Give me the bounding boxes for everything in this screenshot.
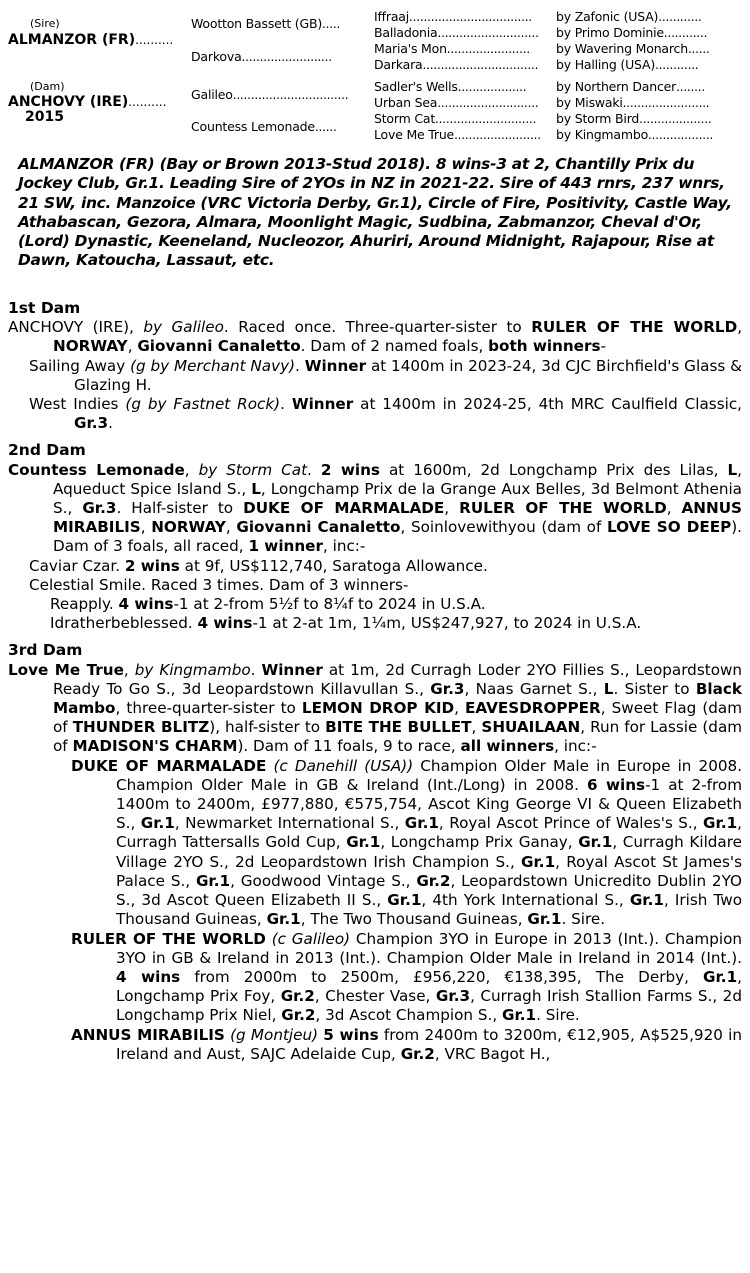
- dam-name: ANCHOVY (IRE): [8, 95, 129, 110]
- horse-name: Galileo: [191, 87, 233, 102]
- text-run: 4 wins: [116, 967, 181, 986]
- horse-name: Countess Lemonade: [191, 119, 315, 134]
- gen3-entry: [374, 41, 544, 57]
- gen3-entry: [374, 79, 544, 95]
- horse-name: by Kingmambo: [556, 127, 649, 142]
- sire-name: ALMANZOR (FR): [8, 33, 136, 48]
- text-run: from 2400m to 3200m, €12,905, A$525,920 in Ireland and Aust, SAJC Adelaide Cup,: [116, 1025, 743, 1063]
- text-run: .: [250, 660, 262, 679]
- foal-entry: [8, 357, 742, 395]
- text-run: , Curragh Tattersalls Gold Cup,: [116, 814, 742, 852]
- gen4-entry: [556, 41, 741, 57]
- pedigree-table: [0, 0, 750, 150]
- text-run: ,: [123, 660, 135, 679]
- text-run: at 1400m in 2024-25, 4th MRC Caulfield Classic,: [353, 395, 743, 414]
- text-run: Gr.1: [502, 1006, 537, 1025]
- leader-dots: ................................: [422, 58, 539, 72]
- foal-entry: [8, 930, 742, 1026]
- text-run: Giovanni Canaletto: [137, 337, 301, 356]
- text-run: ). Dam of 3 foals, all raced,: [53, 518, 743, 556]
- text-run: 6 wins: [586, 775, 646, 794]
- horse-name: by Wavering Monarch: [556, 41, 688, 56]
- foal-entry: [8, 576, 742, 595]
- text-run: 1 winner: [248, 537, 323, 556]
- text-run: Countess Lemonade: [8, 460, 185, 479]
- text-run: at 9f, US$112,740, Saratoga Allowance.: [179, 556, 488, 575]
- text-run: Gr.1: [387, 891, 422, 910]
- foal-entry: [8, 1026, 742, 1064]
- text-run: RULER OF THE WORLD: [459, 499, 667, 518]
- gen2-entry: [191, 49, 332, 65]
- text-run: ,: [444, 499, 460, 518]
- sire-label: (Sire): [30, 17, 60, 30]
- text-run: by Galileo: [143, 318, 224, 337]
- text-run: ). Dam of 11 foals, 9 to race,: [237, 737, 461, 756]
- text-run: SHUAILAAN: [481, 718, 581, 737]
- second-dam-section: [8, 441, 742, 633]
- text-run: ,: [454, 699, 466, 718]
- gen2-entry: [191, 119, 337, 135]
- horse-name: Balladonia: [374, 25, 438, 40]
- dam-entry: [8, 95, 166, 110]
- text-run: 2 wins: [124, 556, 180, 575]
- text-run: both winners: [488, 337, 601, 356]
- text-run: 2 wins: [320, 460, 380, 479]
- leader-dots: ...................: [457, 80, 527, 94]
- text-run: .: [295, 356, 305, 375]
- text-run: Winner: [304, 356, 367, 375]
- leader-dots: ............................: [437, 96, 539, 110]
- text-run: . Sister to: [613, 679, 696, 698]
- text-run: .: [108, 414, 113, 433]
- text-run: , Soinlovewithyou (dam of: [400, 518, 607, 537]
- leader-dots: .........................: [241, 50, 332, 64]
- text-run: at 1400m in 2023-24, 3d CJC Birchfield's Glass & Glazing H.: [74, 356, 743, 394]
- text-run: , Naas Garnet S.,: [464, 679, 604, 698]
- leader-dots: ............: [663, 26, 708, 40]
- text-run: . Raced once. Three-quarter-sister to: [223, 318, 532, 337]
- horse-name: Storm Cat: [374, 111, 436, 126]
- text-run: by Kingmambo: [134, 660, 251, 679]
- text-run: Gr.1: [578, 833, 613, 852]
- text-run: , Leopardstown Unicredito Dublin 2YO S., 3d Ascot Queen Elizabeth II S.,: [116, 871, 742, 910]
- horse-name: Darkara: [374, 57, 423, 72]
- text-run: (c Galileo): [271, 929, 351, 948]
- horse-name: by Halling (USA): [556, 57, 656, 72]
- horse-name: by Miswaki: [556, 95, 623, 110]
- text-run: at 1600m, 2d Longchamp Prix des Lilas,: [379, 460, 728, 479]
- text-run: NORWAY: [53, 337, 128, 356]
- text-run: Reapply.: [50, 595, 119, 614]
- horse-name: Sadler's Wells: [374, 79, 458, 94]
- text-run: , Newmarket International S.,: [174, 814, 405, 833]
- text-run: Gr.1: [266, 910, 301, 929]
- gen4-entry: [556, 95, 741, 111]
- text-run: , Chester Vase,: [314, 987, 436, 1006]
- gen2-entry: [191, 16, 340, 32]
- foal-entry: [8, 557, 742, 576]
- leader-dots: ........................: [622, 96, 710, 110]
- gen4-entry: [556, 111, 741, 127]
- second-dam-heading: 2nd Dam: [8, 441, 86, 460]
- horse-name: by Storm Bird: [556, 111, 640, 126]
- text-run: all winners: [460, 737, 555, 756]
- text-run: ,: [471, 718, 482, 737]
- horse-name: Maria's Mon: [374, 41, 447, 56]
- foal-entry: [8, 395, 742, 433]
- gen2-entry: [191, 87, 348, 103]
- text-run: Black Mambo: [53, 679, 742, 718]
- horse-name: Urban Sea: [374, 95, 438, 110]
- horse-name: Wootton Bassett (GB): [191, 16, 323, 31]
- text-run: .: [307, 460, 321, 479]
- leader-dots: ........................: [454, 128, 541, 142]
- text-run: , Longchamp Prix Foy,: [116, 967, 742, 1006]
- text-run: .: [280, 395, 292, 414]
- text-run: , Longchamp Prix de la Grange Aux Belles, 3d Belmont Athenia S.,: [53, 479, 742, 518]
- text-run: , Royal Ascot Prince of Wales's S.,: [438, 814, 704, 833]
- text-run: Gr.1: [521, 852, 556, 871]
- gen4-entry: [556, 57, 741, 73]
- gen4-entry: [556, 25, 741, 41]
- text-run: 4 wins: [197, 614, 253, 633]
- text-run: , Curragh Irish Stallion Farms S., 2d Longchamp Prix Niel,: [116, 987, 742, 1025]
- text-run: Gr.3: [430, 679, 465, 698]
- text-run: NORWAY: [151, 518, 226, 537]
- third-dam-entry: [8, 661, 742, 757]
- text-run: (c Danehill (USA)): [273, 756, 414, 775]
- text-run: Sailing Away: [29, 356, 131, 375]
- text-run: Caviar Czar.: [29, 556, 125, 575]
- text-run: . Sire.: [536, 1006, 580, 1025]
- text-run: , three-quarter-sister to: [115, 699, 302, 718]
- second-dam-entry: [8, 461, 742, 557]
- leader-dots: ................................: [232, 88, 349, 102]
- text-run: . Half-sister to: [116, 499, 244, 518]
- text-run: Gr.1: [703, 814, 738, 833]
- text-run: L: [727, 460, 738, 479]
- text-run: Gr.1: [195, 871, 231, 890]
- leader-dots: ............................: [437, 26, 539, 40]
- gen4-entry: [556, 79, 741, 95]
- text-run: L: [251, 479, 261, 498]
- leader-dots: ....................: [639, 112, 712, 126]
- text-run: ANCHOVY (IRE),: [8, 318, 144, 337]
- text-run: Gr.1: [629, 891, 664, 910]
- leader-dots: ............: [658, 10, 702, 24]
- text-run: , Sweet Flag (dam of: [53, 699, 743, 737]
- sire-dots: ..........: [135, 33, 174, 47]
- text-run: MADISON'S CHARM: [72, 737, 238, 756]
- text-run: Gr.1: [404, 814, 439, 833]
- leader-dots: ........: [676, 80, 706, 94]
- text-run: , The Two Thousand Guineas,: [300, 910, 528, 929]
- text-run: ,: [140, 518, 152, 537]
- text-run: , 3d Ascot Champion S.,: [315, 1006, 502, 1025]
- text-run: , Aqueduct Spice Island S.,: [53, 460, 742, 498]
- text-run: ANNUS MIRABILIS: [53, 499, 742, 537]
- text-run: -: [600, 337, 606, 356]
- leader-dots: ............: [655, 58, 699, 72]
- text-run: , Goodwood Vintage S.,: [230, 871, 417, 890]
- text-run: . Sire.: [561, 910, 606, 929]
- text-run: ,: [184, 460, 199, 479]
- text-run: , Royal Ascot St James's Palace S.,: [116, 852, 743, 890]
- text-run: Gr.1: [140, 814, 175, 833]
- horse-name: Love Me True: [374, 127, 455, 142]
- text-run: , Run for Lassie (dam of: [53, 718, 743, 756]
- text-run: ,: [225, 518, 237, 537]
- text-run: Giovanni Canaletto: [236, 518, 401, 537]
- third-dam-section: [8, 641, 742, 1063]
- horse-name: Darkova: [191, 49, 242, 64]
- text-run: (g by Merchant Navy): [130, 356, 295, 375]
- text-run: (g by Fastnet Rock): [125, 395, 281, 414]
- text-run: -1 at 2-at 1m, 1¼m, US$247,927, to 2024 in U.S.A.: [252, 614, 642, 633]
- text-run: at 1m, 2d Curragh Loder 2YO Fillies S., Leopardstown Ready To Go S., 3d Leopardstown Killavullan S.,: [53, 660, 743, 698]
- gen3-entry: [374, 25, 544, 41]
- text-run: by Storm Cat: [198, 460, 308, 479]
- text-run: Gr.2: [400, 1044, 435, 1063]
- gen3-entry: [374, 95, 544, 111]
- text-run: Gr.1: [703, 967, 738, 986]
- text-run: (g Montjeu): [230, 1025, 319, 1044]
- text-run: ,: [127, 337, 138, 356]
- text-run: ,: [737, 318, 743, 337]
- text-run: LOVE SO DEEP: [606, 518, 732, 537]
- leader-dots: ..................................: [409, 10, 532, 24]
- text-run: Champion Older Male in Europe in 2008. Champion Older Male in GB & Ireland (Int./Long) in 2008.: [116, 756, 743, 794]
- text-run: Winner: [261, 660, 323, 679]
- leader-dots: ......: [687, 42, 710, 56]
- leader-dots: .....: [322, 17, 341, 31]
- horse-name: Iffraaj: [374, 9, 410, 24]
- third-dam-heading: 3rd Dam: [8, 641, 83, 660]
- text-run: L: [603, 679, 614, 698]
- gen3-entry: [374, 127, 544, 143]
- text-run: Celestial Smile. Raced 3 times. Dam of 3 winners-: [29, 575, 409, 594]
- horse-name: by Primo Dominie: [556, 25, 664, 40]
- gen3-entry: [374, 9, 544, 25]
- text-run: Gr.2: [280, 987, 315, 1006]
- text-run: Idratherbeblessed.: [50, 614, 198, 633]
- first-dam-heading: 1st Dam: [8, 299, 81, 317]
- sire-entry: [8, 33, 173, 48]
- text-run: West Indies: [29, 395, 126, 414]
- gen3-entry: [374, 111, 544, 127]
- foaling-year: 2015: [25, 110, 64, 125]
- text-run: , Curragh Kildare Village 2YO S., 2d Leopardstown Irish Champion S.,: [116, 833, 742, 871]
- text-run: Gr.2: [281, 1006, 316, 1025]
- text-run: , VRC Bagot H.,: [434, 1044, 551, 1063]
- text-run: Gr.3: [82, 499, 117, 518]
- leader-dots: ............................: [435, 112, 537, 126]
- text-run: 5 wins: [323, 1025, 379, 1044]
- text-run: 4 wins: [118, 595, 174, 614]
- text-run: Gr.3: [435, 987, 471, 1006]
- foal-entry: [8, 757, 742, 930]
- text-run: BITE THE BULLET: [325, 718, 472, 737]
- gen4-entry: [556, 127, 741, 143]
- text-run: RULER OF THE WORLD: [71, 929, 266, 948]
- leader-dots: ......: [314, 120, 337, 134]
- text-run: . Dam of 2 named foals,: [300, 337, 489, 356]
- horse-name: by Northern Dancer: [556, 79, 677, 94]
- text-run: , inc:-: [554, 737, 597, 756]
- text-run: , inc:-: [322, 537, 366, 556]
- text-run: Love Me True: [8, 660, 124, 679]
- text-run: , Irish Two Thousand Guineas,: [116, 891, 742, 929]
- text-run: THUNDER BLITZ: [72, 718, 210, 737]
- text-run: Gr.1: [527, 910, 562, 929]
- text-run: Winner: [291, 395, 354, 414]
- gen3-entry: [374, 57, 544, 73]
- grandfoal-entry: [8, 595, 742, 614]
- dam-label: (Dam): [30, 80, 65, 93]
- text-run: , Longchamp Prix Ganay,: [380, 833, 579, 852]
- text-run: EAVESDROPPER: [465, 699, 601, 718]
- text-run: Gr.3: [74, 414, 109, 433]
- text-run: RULER OF THE WORLD: [531, 318, 738, 337]
- leader-dots: .......................: [446, 42, 530, 56]
- first-dam-section: [8, 299, 742, 433]
- gen4-entry: [556, 9, 741, 25]
- text-run: Gr.2: [416, 871, 451, 890]
- grandfoal-entry: [8, 614, 742, 633]
- text-run: DUKE OF MARMALADE: [243, 499, 445, 518]
- text-run: from 2000m to 2500m, £956,220, €138,395, The Derby,: [180, 967, 704, 986]
- text-run: ,: [666, 499, 682, 518]
- text-run: -1 at 2-from 5½f to 8¼f to 2024 in U.S.A.: [173, 595, 486, 614]
- dam-family-sections: [8, 299, 742, 1072]
- text-run: Gr.1: [346, 833, 381, 852]
- first-dam-entry: [8, 318, 742, 356]
- text-run: LEMON DROP KID: [301, 699, 455, 718]
- text-run: DUKE OF MARMALADE: [71, 756, 267, 775]
- sire-description: ALMANZOR (FR) (Bay or Brown 2013-Stud 2018). 8 wins-3 at 2, Chantilly Prix du Jockey Club, Gr.1. Leading Sire of 2YOs in NZ in 2021-22. Sire of 443 rnrs, 237 wnrs, 21 SW, inc. Manzoice (VRC Victoria Derby, Gr.1), Circle of Fire, Positivity, Castle Way, Athabascan, Gezora, Almara, Moonlight Magic, Sudbina, Zabmanzor, Cheval d'Or, (Lord) Dynastic, Keeneland, Nucleozor, Ahuriri, Around Midnight, Rajapour, Rise at Dawn, Katoucha, Lassaut, etc.: [18, 155, 732, 270]
- text-run: -1 at 2-from 1400m to 2400m, £977,880, €575,754, Ascot King George VI & Queen Elizabeth S.,: [116, 775, 742, 833]
- text-run: , 4th York International S.,: [421, 891, 630, 910]
- text-run: ANNUS MIRABILIS: [71, 1025, 225, 1044]
- text-run: Champion 3YO in Europe in 2013 (Int.). Champion 3YO in GB & Ireland in 2013 (Int.). Champion Older Male in Ireland in 2014 (Int.).: [116, 929, 743, 967]
- leader-dots: ..................: [648, 128, 714, 142]
- horse-name: by Zafonic (USA): [556, 9, 659, 24]
- text-run: ), half-sister to: [209, 718, 326, 737]
- dam-dots: ..........: [128, 95, 167, 109]
